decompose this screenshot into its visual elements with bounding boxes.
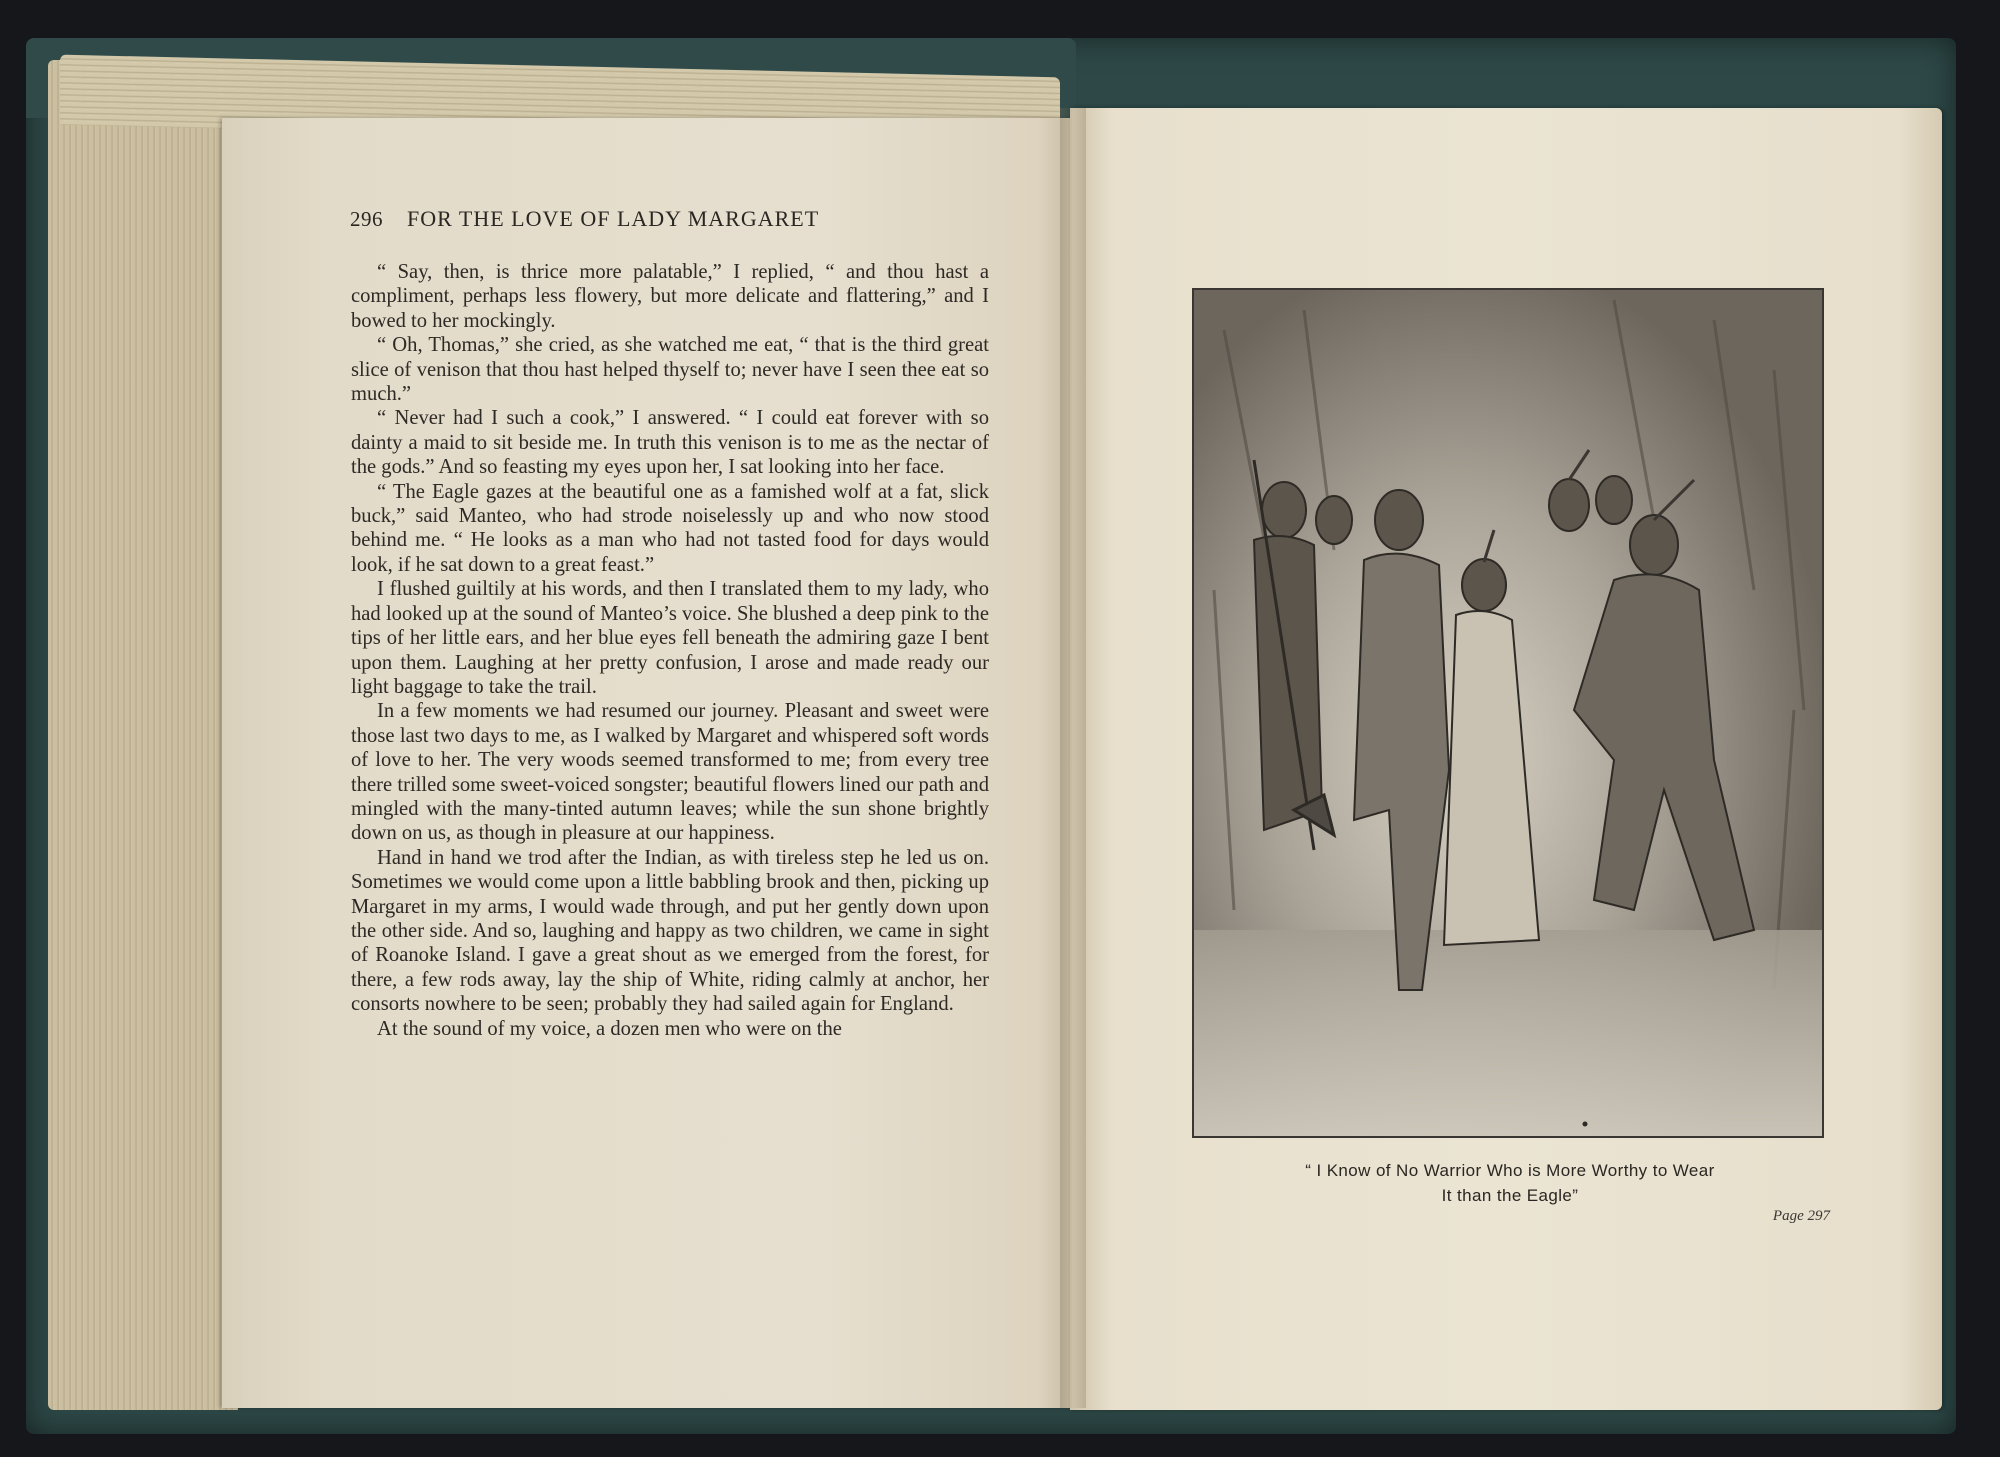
page-block-edge — [48, 60, 238, 1410]
illustration-drawing — [1194, 290, 1822, 1136]
book-gutter — [1060, 108, 1086, 1408]
page-number: 296 — [350, 207, 383, 231]
running-title: FOR THE LOVE OF LADY MARGARET — [407, 206, 820, 231]
paragraph: I flushed guiltily at his words, and then I translated them to my lady, who had looked up at the sound of Manteo’s voice. She blushed a deep pink to the tips of her little ears, and her blue eyes fell beneath the admiring gaze I bent upon them. Laughing at her pretty confusion, I arose and made ready our light baggage to take the trail. — [351, 578, 989, 698]
paragraph: “ Never had I such a cook,” I answered. “ I could eat forever with so dainty a maid to sit beside me. In truth this venison is to me as the nectar of the gods.” And so feasting my eyes upon her, I sat looking into her face. — [351, 407, 989, 479]
paragraph: In a few moments we had resumed our journey. Pleasant and sweet were those last two days to me, as I walked by Margaret and whispered soft words of love to her. The very woods seemed transformed to me; from every tree there trilled some sweet-voiced songster; beautiful flowers lined our path and mingled with the many-tinted autumn leaves; while the sun shone brightly down on us, as though in pleasure at our happiness. — [351, 700, 989, 845]
paragraph: Hand in hand we trod after the Indian, as with tireless step he led us on. Sometimes we would come upon a little babbling brook and then, picking up Margaret in my arms, I would wade through, and put her gently down upon the other side. And so, laughing and happy as two children, we came in sight of Roanoke Island. I gave a great shout as we emerged from the forest, for there, a few rods away, lay the ship of White, riding calmly at anchor, her consorts nowhere to be seen; probably they had sailed again for England. — [351, 846, 989, 1016]
running-head — [350, 206, 990, 232]
paragraph: “ Oh, Thomas,” she cried, as she watched me eat, “ that is the third great slice of venison that thou hast helped thyself to; never have I seen thee eat so much.” — [351, 334, 989, 406]
plate-page-reference: Page 297 — [1772, 1208, 1830, 1224]
caption-line: “ I Know of No Warrior Who is More Worthy to Wear — [1305, 1161, 1715, 1180]
paragraph: At the sound of my voice, a dozen men who were on the — [377, 1017, 842, 1040]
caption-line: It than the Eagle” — [1441, 1186, 1579, 1205]
illustration-plate — [1192, 288, 1824, 1138]
illustration-caption — [1200, 1158, 1820, 1208]
paragraph: “ Say, then, is thrice more palatable,” I replied, “ and thou hast a compliment, perhaps less flowery, but more delicate and flattering,” and I bowed to her mockingly. — [351, 261, 989, 332]
paragraph: “ The Eagle gazes at the beautiful one as a famished wolf at a fat, slick buck,” said Manteo, who had strode noiselessly up and who now stood behind me. “ He looks as a man who had not tasted food for days would look, if he sat down to a great feast.” — [351, 480, 989, 576]
body-text — [351, 260, 989, 1041]
